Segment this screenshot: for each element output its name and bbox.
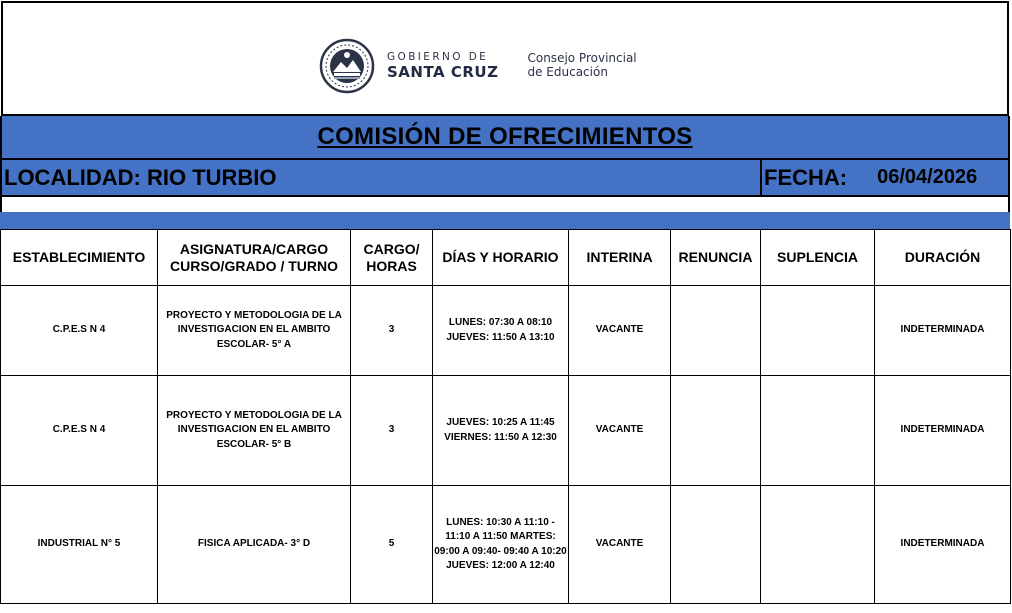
col-header-cargo-line1: CARGO/: [363, 241, 420, 258]
horario-line: LUNES: 07:30 A 08:10: [448, 317, 553, 328]
col-header-establecimiento: ESTABLECIMIENTO: [1, 230, 158, 286]
consejo-line-1: Consejo Provincial: [527, 51, 637, 66]
fecha-value: 06/04/2026: [877, 166, 978, 188]
cell-interina: VACANTE: [569, 486, 671, 604]
cell-establecimiento: INDUSTRIAL N° 5: [1, 486, 158, 604]
cell-duracion: INDETERMINADA: [875, 286, 1011, 376]
table-row: [1, 286, 1011, 376]
logo-divider: [512, 48, 513, 84]
cell-asignatura: PROYECTO Y METODOLOGIA DE LA INVESTIGACION EN EL AMBITO ESCOLAR- 5° B: [158, 376, 351, 486]
title-bar: [0, 116, 1010, 158]
col-header-renuncia: RENUNCIA: [671, 230, 761, 286]
col-header-cargo-line2: HORAS: [366, 257, 417, 274]
fecha-label: FECHA:: [764, 164, 848, 190]
cell-establecimiento: C.P.E.S N 4: [1, 376, 158, 486]
header-logo-area: [1, 1, 1009, 116]
horario-line: VIERNES: 11:50 A 12:30: [444, 431, 557, 443]
horario-line: JUEVES: 10:25 A 11:45: [446, 417, 555, 428]
government-logo: [319, 35, 637, 97]
cell-horario: [433, 376, 569, 486]
cell-interina: VACANTE: [569, 376, 671, 486]
cell-duracion: INDETERMINADA: [875, 376, 1011, 486]
cell-horas: 5: [351, 486, 433, 604]
spacer-white: [0, 197, 1010, 212]
cell-interina: VACANTE: [569, 286, 671, 376]
table-header-row: [1, 230, 1011, 286]
horario-line: 11:10 A 11:50 MARTES:: [445, 531, 556, 542]
offers-table: [0, 229, 1011, 604]
gov-small-text: GOBIERNO DE: [387, 51, 489, 64]
cell-asignatura: PROYECTO Y METODOLOGIA DE LA INVESTIGACION EN EL AMBITO ESCOLAR- 5° A: [158, 286, 351, 376]
cell-suplencia: [761, 486, 875, 604]
spacer-blue-band: [0, 212, 1010, 229]
santa-cruz-seal-icon: [319, 38, 375, 94]
table-row: [1, 376, 1011, 486]
location-date-bar: [0, 158, 1010, 197]
cell-suplencia: [761, 286, 875, 376]
cell-horario: [433, 286, 569, 376]
localidad-label: LOCALIDAD: RIO TURBIO: [4, 164, 277, 190]
cell-renuncia: [671, 376, 761, 486]
cell-horas: 3: [351, 286, 433, 376]
col-header-cargo: [351, 230, 433, 286]
cell-duracion: INDETERMINADA: [875, 486, 1011, 604]
cell-horas: 3: [351, 376, 433, 486]
cell-horario: [433, 486, 569, 604]
col-header-duracion: DURACIÓN: [875, 230, 1011, 286]
col-header-asignatura-line1: ASIGNATURA/CARGO: [179, 241, 329, 258]
horario-line: JUEVES: 12:00 A 12:40: [446, 560, 555, 571]
col-header-suplencia: SUPLENCIA: [761, 230, 875, 286]
cell-renuncia: [671, 286, 761, 376]
horario-line: JUEVES: 11:50 A 13:10: [446, 331, 555, 343]
horario-line: LUNES: 10:30 A 11:10 -: [446, 516, 555, 528]
page-title: COMISIÓN DE OFRECIMIENTOS: [317, 123, 693, 150]
cell-renuncia: [671, 486, 761, 604]
col-header-asignatura-line2: CURSO/GRADO / TURNO: [170, 257, 338, 274]
cell-asignatura: FISICA APLICADA- 3° D: [158, 486, 351, 604]
col-header-dias: DÍAS Y HORARIO: [433, 230, 569, 286]
consejo-line-2: de Educación: [527, 65, 608, 79]
horario-line: 09:00 A 09:40- 09:40 A 10:20: [434, 545, 567, 557]
cell-suplencia: [761, 376, 875, 486]
col-header-interina: INTERINA: [569, 230, 671, 286]
gov-big-text: SANTA CRUZ: [387, 62, 499, 81]
cell-establecimiento: C.P.E.S N 4: [1, 286, 158, 376]
col-header-asignatura: [158, 230, 351, 286]
table-row: [1, 486, 1011, 604]
